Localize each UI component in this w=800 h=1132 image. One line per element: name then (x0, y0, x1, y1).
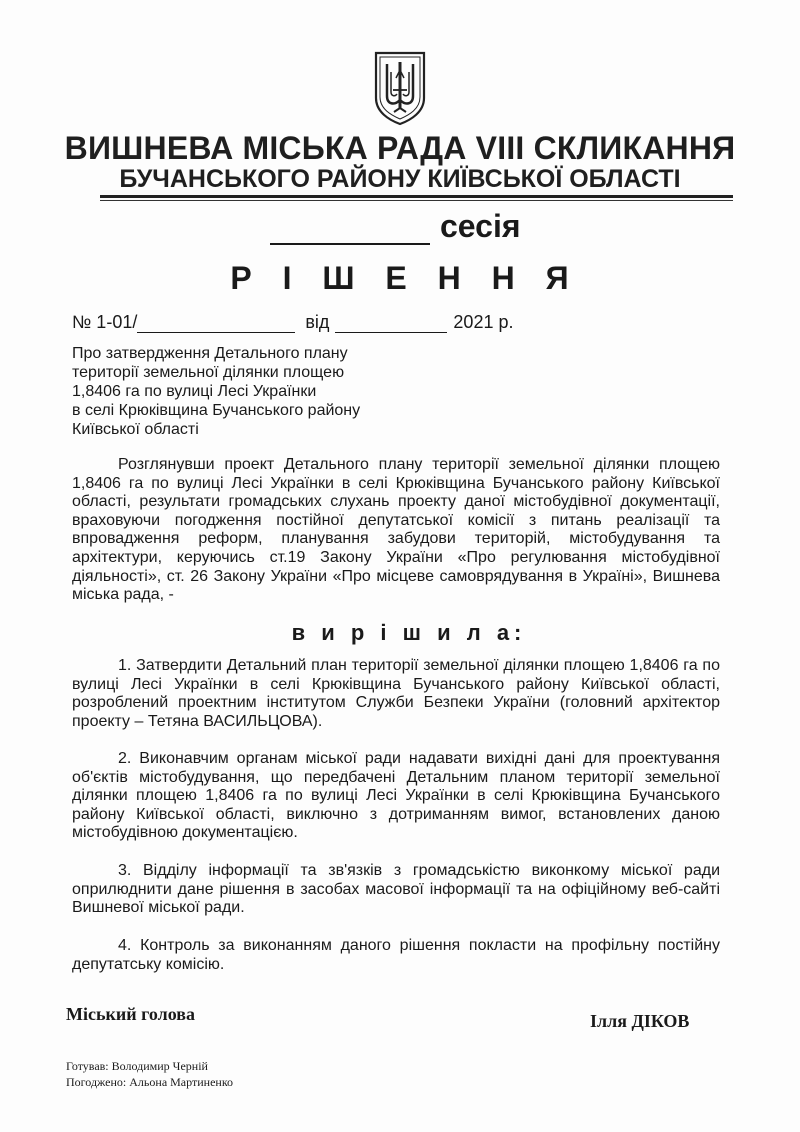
prepared-by: Готував: Володимир Черній (66, 1059, 208, 1073)
agreed-by: Погоджено: Альона Мартиненко (66, 1075, 234, 1089)
session-line (270, 208, 521, 245)
preamble-paragraph: Розглянувши проект Детального плану території земельної ділянки площею 1,8406 га по вулиці Лесі Українки в селі Крюківщина Бучанського району Київської області, результати громадських слухань проекту даної містобудівної документації, враховуючи погодження постійної депутатської комісії з питань реалізації та впровадження реформ, планування забудови територій, містобудування та архітектури, керуючись ст.19 Закону України «Про регулювання містобудівної діяльності», ст. 26 Закону України «Про місцеве самоврядування в Україні», Вишнева міська рада, - (72, 456, 720, 604)
session-number-blank (270, 213, 430, 245)
document-title: Р І Ш Е Н Н Я (230, 260, 580, 296)
subject-line: Про затвердження Детального плану (72, 345, 348, 362)
signature-title: Міський голова (66, 1004, 195, 1024)
decision-number-line (72, 312, 513, 333)
subject-line: території земельної ділянки площею (72, 364, 345, 381)
decision-number-prefix: № 1-01/ (72, 312, 138, 332)
council-district: БУЧАНСЬКОГО РАЙОНУ КИЇВСЬКОЇ ОБЛАСТІ (119, 165, 681, 193)
date-blank (335, 314, 447, 333)
date-from-label: від (305, 312, 330, 332)
decision-item: 1. Затвердити Детальний план території земельної ділянки площею 1,8406 га по вулиці Лесі Українки в селі Крюківщина Бучанського району Київської області, розроблений проектним інститутом Служби Безпеки України (головний архітектор проекту – Тетяна ВАСИЛЬЦОВА). (72, 657, 720, 730)
decision-item: 4. Контроль за виконанням даного рішення покласти на профільну постійну депутатську комісію. (72, 937, 720, 973)
decision-item: 2. Виконавчим органам міської ради надавати вихідні дані для проектування об'єктів містобудування, що передбачені Детальним планом території земельної ділянки площею 1,8406 га по вулиці Лесі Українки в селі Крюківщина Бучанського району Київської області, виключно з дотриманням вимог, встановлених даною містобудівною документацією. (72, 750, 720, 842)
subject-line: в селі Крюківщина Бучанського району (72, 402, 361, 419)
council-name: ВИШНЕВА МІСЬКА РАДА VIII СКЛИКАННЯ (64, 130, 736, 166)
header-divider-thick (100, 195, 733, 198)
decision-item: 3. Відділу інформації та зв'язків з громадськістю виконкому міської ради оприлюднити дане рішення в засобах масової інформації та на офіційному веб-сайті Вишневої міської ради. (72, 862, 720, 917)
coat-of-arms-icon (373, 50, 427, 126)
session-label: сесія (440, 208, 521, 244)
decision-number-blank (137, 314, 295, 333)
decision-subject (72, 344, 402, 439)
signature-name: Ілля ДІКОВ (590, 1011, 690, 1031)
header-divider-thin (100, 200, 733, 201)
subject-line: 1,8406 га по вулиці Лесі Українки (72, 383, 317, 400)
decision-year: 2021 р. (453, 312, 514, 332)
subject-line: Київської області (72, 421, 199, 438)
decided-heading: в и р і ш и л а: (291, 620, 527, 645)
